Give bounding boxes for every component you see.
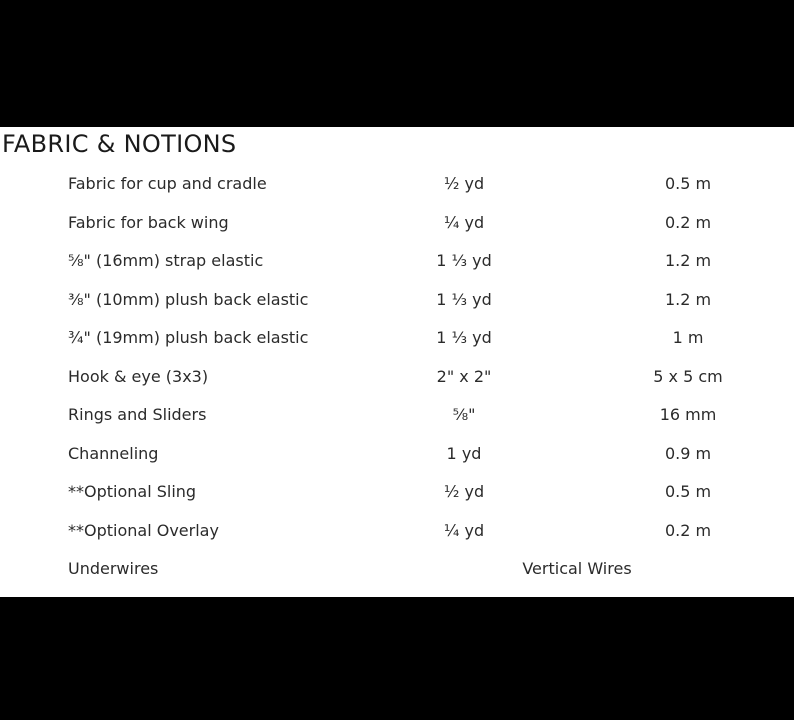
section-title: FABRIC & NOTIONS	[2, 130, 237, 158]
imperial-amount: ½ yd	[443, 174, 485, 193]
table-row	[0, 512, 794, 551]
imperial-amount: ⅝"	[452, 405, 476, 424]
item-name: ⅝" (16mm) strap elastic	[68, 251, 264, 270]
table-row	[0, 281, 794, 320]
table-row	[0, 242, 794, 281]
imperial-amount: 1 yd	[446, 443, 482, 463]
metric-amount: 0.2 m	[664, 212, 712, 232]
item-name: ¾" (19mm) plush back elastic	[68, 328, 309, 347]
imperial-amount: 2" x 2"	[436, 366, 492, 386]
imperial-amount: ¼ yd	[443, 520, 485, 540]
item-name: Channeling	[68, 443, 159, 463]
item-name: ⅜" (10mm) plush back elastic	[68, 289, 309, 309]
metric-amount: 0.9 m	[664, 443, 712, 463]
table-row	[0, 319, 794, 358]
table-row	[0, 204, 794, 243]
item-name: **Optional Overlay	[68, 520, 219, 540]
metric-amount: 1.2 m	[664, 251, 712, 270]
metric-amount: 5 x 5 cm	[653, 366, 723, 386]
metric-amount: 1.2 m	[664, 289, 712, 309]
table-row	[0, 165, 794, 204]
imperial-amount: 1 ⅓ yd	[436, 289, 492, 309]
item-name: Rings and Sliders	[68, 405, 207, 424]
item-name: **Optional Sling	[68, 482, 197, 501]
item-name: Fabric for back wing	[68, 212, 229, 232]
metric-amount: 0.5 m	[664, 482, 712, 501]
metric-amount: 0.5 m	[664, 174, 712, 193]
metric-amount: 0.2 m	[664, 520, 712, 540]
imperial-amount: 1 ⅓ yd	[436, 328, 492, 347]
notions-table	[0, 165, 794, 589]
item-name: Hook & eye (3x3)	[68, 366, 209, 386]
item-name: Fabric for cup and cradle	[68, 174, 267, 193]
table-row	[0, 358, 794, 397]
table-row	[0, 473, 794, 512]
underwire-type: Vertical Wires	[522, 559, 632, 578]
metric-amount: 16 mm	[659, 405, 717, 424]
table-row	[0, 396, 794, 435]
table-row	[0, 435, 794, 474]
item-name: Underwires	[68, 559, 159, 578]
imperial-amount: ½ yd	[443, 482, 485, 501]
imperial-amount: ¼ yd	[443, 212, 485, 232]
table-row	[0, 550, 794, 589]
metric-amount: 1 m	[672, 328, 704, 347]
imperial-amount: 1 ⅓ yd	[436, 251, 492, 270]
fabric-notions-panel	[0, 127, 794, 597]
